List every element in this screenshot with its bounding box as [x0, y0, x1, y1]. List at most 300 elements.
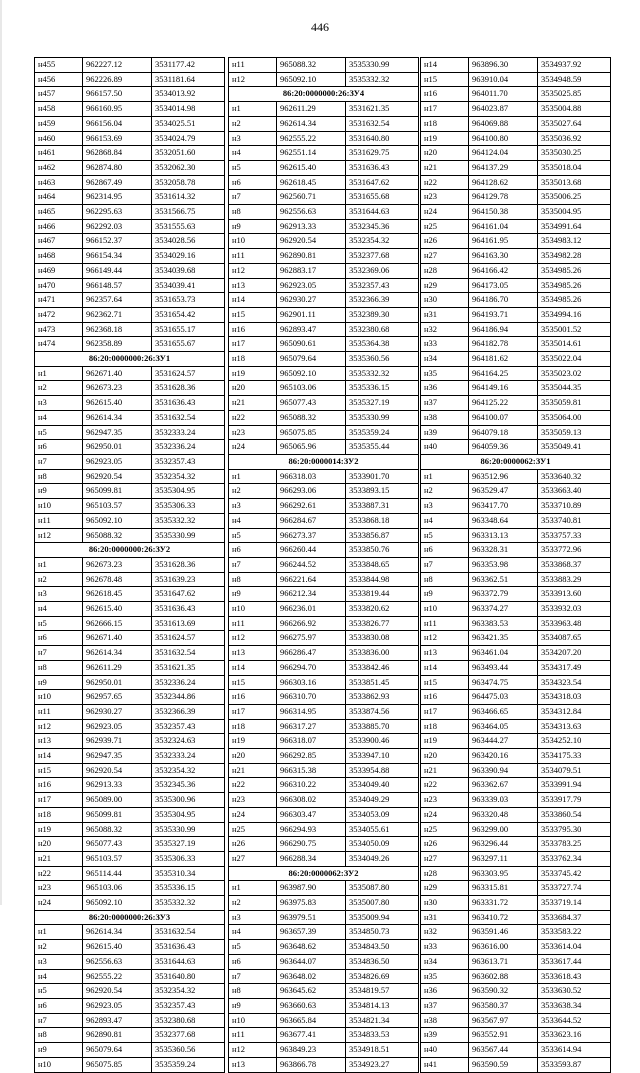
y-coordinate: 3534836.50 [346, 954, 419, 969]
y-coordinate: 3533583.22 [538, 925, 611, 940]
y-coordinate: 3535360.56 [346, 352, 419, 367]
x-coordinate: 962357.64 [83, 293, 152, 308]
table-row [229, 249, 419, 264]
y-coordinate: 3533820.62 [346, 602, 419, 617]
x-coordinate: 966260.44 [277, 543, 346, 558]
y-coordinate: 3535327.19 [346, 396, 419, 411]
x-coordinate: 963374.27 [469, 602, 538, 617]
table-row [35, 205, 225, 220]
x-coordinate: 963987.90 [277, 881, 346, 896]
table-row [229, 616, 419, 631]
x-coordinate: 966156.04 [83, 116, 152, 131]
table-row [229, 410, 419, 425]
table-row [35, 263, 225, 278]
y-coordinate: 3535036.92 [538, 131, 611, 146]
table-row [229, 587, 419, 602]
point-name: н37 [421, 999, 469, 1014]
y-coordinate: 3532354.32 [346, 234, 419, 249]
table-row [229, 175, 419, 190]
table-row [229, 425, 419, 440]
point-name: н9 [229, 219, 277, 234]
point-name: н16 [421, 690, 469, 705]
y-coordinate: 3533963.48 [538, 616, 611, 631]
coords-table-2 [228, 57, 419, 1073]
x-coordinate: 963645.62 [277, 984, 346, 999]
point-name: н13 [421, 646, 469, 661]
table-row [229, 984, 419, 999]
point-name: н4 [35, 602, 83, 617]
point-name: н19 [421, 131, 469, 146]
y-coordinate: 3534024.79 [152, 131, 225, 146]
y-coordinate: 3531636.43 [346, 160, 419, 175]
y-coordinate: 3532336.24 [152, 440, 225, 455]
table-row [229, 146, 419, 161]
x-coordinate: 962618.45 [277, 175, 346, 190]
y-coordinate: 3531655.68 [346, 190, 419, 205]
x-coordinate: 964475.03 [469, 690, 538, 705]
table-row [35, 822, 225, 837]
table-row [35, 704, 225, 719]
table-row [421, 704, 611, 719]
table-row [229, 954, 419, 969]
point-name: н36 [421, 984, 469, 999]
table-row [421, 72, 611, 87]
point-name: н460 [35, 131, 83, 146]
x-coordinate: 964173.05 [469, 278, 538, 293]
x-coordinate: 963493.44 [469, 660, 538, 675]
y-coordinate: 3531636.43 [152, 602, 225, 617]
table-row [35, 925, 225, 940]
point-name: н15 [229, 675, 277, 690]
table-row [35, 116, 225, 131]
y-coordinate: 3534821.34 [346, 1013, 419, 1028]
y-coordinate: 3534028.56 [152, 234, 225, 249]
table-row [35, 940, 225, 955]
y-coordinate: 3534317.49 [538, 660, 611, 675]
y-coordinate: 3535013.68 [538, 175, 611, 190]
y-coordinate: 3533623.16 [538, 1028, 611, 1043]
y-coordinate: 3534013.92 [152, 87, 225, 102]
y-coordinate: 3533883.29 [538, 572, 611, 587]
section-header-row [35, 910, 225, 925]
y-coordinate: 3533851.45 [346, 675, 419, 690]
point-name: н9 [229, 999, 277, 1014]
y-coordinate: 3535059.13 [538, 425, 611, 440]
y-coordinate: 3532357.43 [152, 454, 225, 469]
y-coordinate: 3533860.54 [538, 807, 611, 822]
x-coordinate: 964161.95 [469, 234, 538, 249]
table-row [35, 293, 225, 308]
table-row [421, 249, 611, 264]
x-coordinate: 963417.70 [469, 499, 538, 514]
x-coordinate: 963421.35 [469, 631, 538, 646]
point-name: н3 [35, 954, 83, 969]
point-name: н464 [35, 190, 83, 205]
point-name: н17 [229, 704, 277, 719]
y-coordinate: 3532366.39 [152, 704, 225, 719]
table-row [35, 469, 225, 484]
y-coordinate: 3534937.92 [538, 58, 611, 73]
y-coordinate: 3535332.32 [346, 72, 419, 87]
table-row [421, 322, 611, 337]
y-coordinate: 3532377.68 [152, 1028, 225, 1043]
point-name: н37 [421, 396, 469, 411]
table-row [35, 131, 225, 146]
point-name: н3 [35, 587, 83, 602]
y-coordinate: 3533856.87 [346, 528, 419, 543]
table-row [229, 293, 419, 308]
point-name: н13 [229, 278, 277, 293]
table-row [229, 704, 419, 719]
y-coordinate: 3532357.43 [152, 999, 225, 1014]
y-coordinate: 3531614.32 [152, 190, 225, 205]
table-row [229, 910, 419, 925]
y-coordinate: 3533757.33 [538, 528, 611, 543]
y-coordinate: 3534318.03 [538, 690, 611, 705]
point-name: н7 [229, 969, 277, 984]
x-coordinate: 963567.97 [469, 1013, 538, 1028]
table-row [35, 675, 225, 690]
y-coordinate: 3533844.98 [346, 572, 419, 587]
point-name: н12 [229, 263, 277, 278]
x-coordinate: 966315.38 [277, 763, 346, 778]
point-name: н470 [35, 278, 83, 293]
table-row [35, 896, 225, 911]
y-coordinate: 3531647.62 [346, 175, 419, 190]
x-coordinate: 965088.32 [277, 410, 346, 425]
point-name: н459 [35, 116, 83, 131]
y-coordinate: 3531632.54 [152, 646, 225, 661]
y-coordinate: 3535330.99 [346, 58, 419, 73]
point-name: н18 [421, 116, 469, 131]
y-coordinate: 3533614.04 [538, 940, 611, 955]
x-coordinate: 962615.40 [83, 396, 152, 411]
x-coordinate: 963896.30 [469, 58, 538, 73]
table-row [229, 807, 419, 822]
x-coordinate: 966308.02 [277, 793, 346, 808]
table-row [421, 146, 611, 161]
point-name: н2 [35, 381, 83, 396]
table-row [421, 58, 611, 73]
x-coordinate: 963590.32 [469, 984, 538, 999]
y-coordinate: 3534983.12 [538, 234, 611, 249]
point-name: н463 [35, 175, 83, 190]
x-coordinate: 963383.53 [469, 616, 538, 631]
x-coordinate: 965092.10 [277, 72, 346, 87]
table-row [35, 1028, 225, 1043]
table-row [35, 734, 225, 749]
x-coordinate: 964069.88 [469, 116, 538, 131]
point-name: н24 [421, 807, 469, 822]
table-row [35, 160, 225, 175]
point-name: н24 [229, 807, 277, 822]
point-name: н20 [35, 837, 83, 852]
table-row [421, 190, 611, 205]
point-name: н18 [421, 719, 469, 734]
y-coordinate: 3531654.42 [152, 307, 225, 322]
point-name: н3 [35, 396, 83, 411]
y-coordinate: 3531632.54 [152, 410, 225, 425]
table-row [421, 881, 611, 896]
point-name: н471 [35, 293, 83, 308]
table-row [229, 999, 419, 1014]
y-coordinate: 3533850.76 [346, 543, 419, 558]
x-coordinate: 964124.04 [469, 146, 538, 161]
x-coordinate: 963552.91 [469, 1028, 538, 1043]
point-name: н40 [421, 440, 469, 455]
y-coordinate: 3534819.57 [346, 984, 419, 999]
y-coordinate: 3534079.51 [538, 763, 611, 778]
table-row [421, 646, 611, 661]
point-name: н9 [229, 587, 277, 602]
y-coordinate: 3533783.25 [538, 837, 611, 852]
table-row [35, 146, 225, 161]
x-coordinate: 966292.61 [277, 499, 346, 514]
x-coordinate: 963665.84 [277, 1013, 346, 1028]
point-name: н19 [421, 734, 469, 749]
y-coordinate: 3533617.44 [538, 954, 611, 969]
y-coordinate: 3533868.37 [538, 557, 611, 572]
y-coordinate: 3532354.32 [152, 763, 225, 778]
y-coordinate: 3534039.68 [152, 263, 225, 278]
y-coordinate: 3534982.28 [538, 249, 611, 264]
x-coordinate: 963567.44 [469, 1043, 538, 1058]
table-row [229, 557, 419, 572]
point-name: н11 [229, 58, 277, 73]
x-coordinate: 962890.81 [277, 249, 346, 264]
table-row [421, 381, 611, 396]
x-coordinate: 966292.85 [277, 749, 346, 764]
x-coordinate: 965103.06 [83, 881, 152, 896]
x-coordinate: 963464.05 [469, 719, 538, 734]
point-name: н29 [421, 278, 469, 293]
table-row [229, 896, 419, 911]
table-row [421, 763, 611, 778]
point-name: н20 [229, 749, 277, 764]
point-name: н8 [229, 572, 277, 587]
y-coordinate: 3533614.94 [538, 1043, 611, 1058]
binding-margin [0, 0, 2, 905]
x-coordinate: 962368.18 [83, 322, 152, 337]
table-row [421, 837, 611, 852]
y-coordinate: 3533727.74 [538, 881, 611, 896]
x-coordinate: 962673.23 [83, 381, 152, 396]
point-name: н11 [229, 1028, 277, 1043]
point-name: н4 [35, 969, 83, 984]
y-coordinate: 3531640.80 [152, 969, 225, 984]
x-coordinate: 962930.27 [277, 293, 346, 308]
section-header-row [229, 87, 419, 102]
y-coordinate: 3533640.32 [538, 469, 611, 484]
table-row [229, 234, 419, 249]
x-coordinate: 962618.45 [83, 587, 152, 602]
point-name: н36 [421, 381, 469, 396]
y-coordinate: 3535306.33 [152, 851, 225, 866]
y-coordinate: 3534985.26 [538, 293, 611, 308]
y-coordinate: 3531636.43 [152, 396, 225, 411]
y-coordinate: 3534814.13 [346, 999, 419, 1014]
y-coordinate: 3533900.46 [346, 734, 419, 749]
point-name: н15 [229, 307, 277, 322]
x-coordinate: 964100.07 [469, 410, 538, 425]
point-name: н2 [229, 896, 277, 911]
table-row [421, 499, 611, 514]
point-name: н21 [421, 160, 469, 175]
y-coordinate: 3533684.37 [538, 910, 611, 925]
point-name: н11 [421, 616, 469, 631]
point-name: н5 [229, 940, 277, 955]
y-coordinate: 3534053.09 [346, 807, 419, 822]
x-coordinate: 965103.57 [83, 851, 152, 866]
cadastral-number: 86:20:0000000:26:ЗУ2 [35, 543, 225, 558]
x-coordinate: 962930.27 [83, 704, 152, 719]
y-coordinate: 3534948.59 [538, 72, 611, 87]
point-name: н2 [229, 484, 277, 499]
x-coordinate: 963580.37 [469, 999, 538, 1014]
point-name: н3 [229, 910, 277, 925]
x-coordinate: 966149.44 [83, 263, 152, 278]
y-coordinate: 3535306.33 [152, 499, 225, 514]
point-name: н10 [35, 1057, 83, 1072]
x-coordinate: 963339.03 [469, 793, 538, 808]
y-coordinate: 3533862.93 [346, 690, 419, 705]
point-name: н18 [229, 352, 277, 367]
point-name: н13 [35, 734, 83, 749]
table-row [35, 660, 225, 675]
table-row [35, 278, 225, 293]
point-name: н11 [35, 704, 83, 719]
point-name: н6 [421, 543, 469, 558]
x-coordinate: 966314.95 [277, 704, 346, 719]
point-name: н14 [229, 293, 277, 308]
point-name: н11 [229, 249, 277, 264]
y-coordinate: 3532354.32 [152, 984, 225, 999]
point-name: н6 [229, 175, 277, 190]
y-coordinate: 3531644.63 [346, 205, 419, 220]
y-coordinate: 3532366.39 [346, 293, 419, 308]
section-header-row [35, 352, 225, 367]
table-row [229, 528, 419, 543]
y-coordinate: 3533593.87 [538, 1057, 611, 1072]
table-row [229, 396, 419, 411]
table-row [421, 822, 611, 837]
x-coordinate: 965099.81 [83, 484, 152, 499]
table-row [229, 660, 419, 675]
point-name: н19 [229, 366, 277, 381]
x-coordinate: 962666.15 [83, 616, 152, 631]
y-coordinate: 3532345.36 [152, 778, 225, 793]
y-coordinate: 3535030.25 [538, 146, 611, 161]
x-coordinate: 964128.62 [469, 175, 538, 190]
table-row [35, 249, 225, 264]
table-row [35, 969, 225, 984]
table-row [35, 646, 225, 661]
point-name: н19 [35, 822, 83, 837]
point-name: н33 [421, 337, 469, 352]
table-row [35, 454, 225, 469]
table-row [421, 352, 611, 367]
x-coordinate: 966294.70 [277, 660, 346, 675]
y-coordinate: 3533893.15 [346, 484, 419, 499]
y-coordinate: 3535004.88 [538, 102, 611, 117]
cadastral-number: 86:20:0000000:26:ЗУ3 [35, 910, 225, 925]
x-coordinate: 965090.61 [277, 337, 346, 352]
x-coordinate: 964011.70 [469, 87, 538, 102]
x-coordinate: 962560.71 [277, 190, 346, 205]
table-row [35, 1057, 225, 1072]
table-row [421, 102, 611, 117]
y-coordinate: 3535006.25 [538, 190, 611, 205]
y-coordinate: 3535022.04 [538, 352, 611, 367]
y-coordinate: 3535304.95 [152, 807, 225, 822]
point-name: н20 [421, 146, 469, 161]
point-name: н39 [421, 425, 469, 440]
table-row [229, 337, 419, 352]
table-row [35, 102, 225, 117]
point-name: н40 [421, 1043, 469, 1058]
x-coordinate: 963660.63 [277, 999, 346, 1014]
y-coordinate: 3535009.94 [346, 910, 419, 925]
y-coordinate: 3534923.27 [346, 1057, 419, 1072]
point-name: н23 [421, 190, 469, 205]
x-coordinate: 962923.05 [83, 454, 152, 469]
point-name: н25 [229, 822, 277, 837]
table-row [229, 102, 419, 117]
x-coordinate: 963644.07 [277, 954, 346, 969]
table-row [35, 778, 225, 793]
point-name: н22 [421, 778, 469, 793]
point-name: н9 [421, 587, 469, 602]
x-coordinate: 962614.34 [277, 116, 346, 131]
x-coordinate: 963372.79 [469, 587, 538, 602]
x-coordinate: 962678.48 [83, 572, 152, 587]
table-row [229, 263, 419, 278]
y-coordinate: 3533830.08 [346, 631, 419, 646]
point-name: н28 [421, 263, 469, 278]
x-coordinate: 963315.81 [469, 881, 538, 896]
x-coordinate: 962920.54 [277, 234, 346, 249]
x-coordinate: 966236.01 [277, 602, 346, 617]
y-coordinate: 3533740.81 [538, 513, 611, 528]
y-coordinate: 3531628.36 [152, 557, 225, 572]
y-coordinate: 3532369.06 [346, 263, 419, 278]
y-coordinate: 3531566.75 [152, 205, 225, 220]
table-row [421, 543, 611, 558]
x-coordinate: 966293.06 [277, 484, 346, 499]
table-row [229, 484, 419, 499]
table-row [421, 793, 611, 808]
x-coordinate: 964125.22 [469, 396, 538, 411]
table-row [35, 307, 225, 322]
y-coordinate: 3535027.64 [538, 116, 611, 131]
x-coordinate: 966286.47 [277, 646, 346, 661]
point-name: н31 [421, 307, 469, 322]
point-name: н472 [35, 307, 83, 322]
y-coordinate: 3533710.89 [538, 499, 611, 514]
y-coordinate: 3534087.65 [538, 631, 611, 646]
x-coordinate: 964150.38 [469, 205, 538, 220]
table-row [35, 190, 225, 205]
point-name: н1 [35, 925, 83, 940]
y-coordinate: 3534843.50 [346, 940, 419, 955]
x-coordinate: 965092.10 [83, 513, 152, 528]
table-row [421, 293, 611, 308]
point-name: н3 [421, 499, 469, 514]
x-coordinate: 962957.65 [83, 690, 152, 705]
y-coordinate: 3532354.32 [152, 469, 225, 484]
x-coordinate: 962673.23 [83, 557, 152, 572]
point-name: н20 [421, 749, 469, 764]
